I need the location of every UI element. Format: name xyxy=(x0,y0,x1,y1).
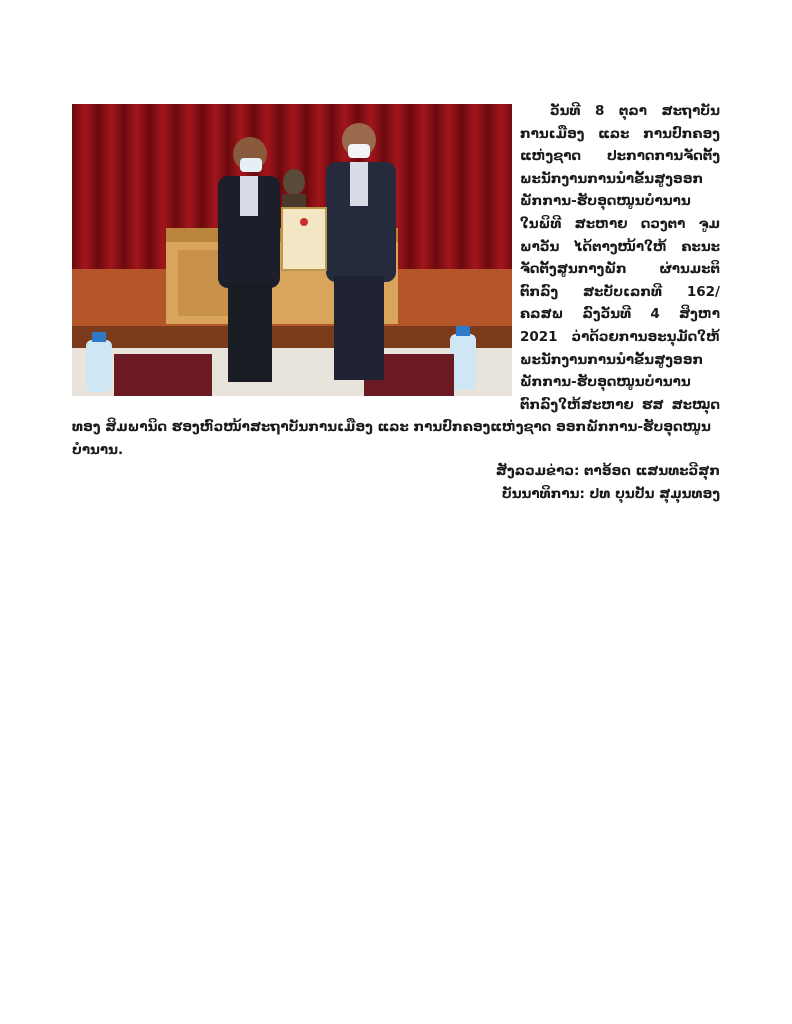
article-line: ຕົກລົງ ສະບັບເລກທີ 162/ xyxy=(520,283,720,300)
article-line: ໃນພິທີ ສະຫາຍ ດວງຕາ ຈູມ xyxy=(520,215,720,232)
article-line: ພະນັກງານການນຳຂັ້ນສູງອອກ xyxy=(520,351,704,368)
article-line: ວັນທີ 8 ຕຸລາ ສະຖາບັນ xyxy=(550,103,720,119)
article-line: ຈັດຕັ້ງສູນກາງພັກ ຜ່ານມະຕິ xyxy=(520,261,720,278)
article-line: 2021 ວ່າດ້ວຍການອະນຸມັດໃຫ້ xyxy=(520,328,720,345)
article-line: ການເມືອງ ແລະ ການປົກຄອງ xyxy=(520,125,720,142)
bust-statue xyxy=(283,169,305,195)
article-line: ແຫ່ງຊາດ ປະກາດການຈັດຕັ້ງ xyxy=(520,148,720,165)
article-line: ພັກການ-ຮັບອຸດໜູນບຳນານ xyxy=(520,193,691,210)
ceremony-photo xyxy=(72,104,512,396)
article-line: ພັກການ-ຮັບອຸດໜູນບຳນານ xyxy=(520,374,691,391)
article-line: ພະນັກງານການນຳຂັ້ນສູງອອກ xyxy=(520,170,704,187)
article-line: ຕົກລົງໃຫ້ສະຫາຍ ຮສ ສະໝຸດ xyxy=(520,396,720,413)
water-bottle-left xyxy=(86,340,112,392)
editor-credit: ບັນນາທິການ: ປທ ບຸນປັນ ສຸມຸນທອງ xyxy=(501,486,720,502)
certificate xyxy=(282,208,326,270)
reporter-credit: ສັງລວມຂ່າວ: ຕາອ້ອດ ແສນທະວີສຸກ xyxy=(495,463,720,479)
article-continuation: ທອງ ສິມພານິດ ຮອງຫົວໜ້າສະຖາບັນການເມືອງ ແລະ ການປົກຄອງແຫ່ງຊາດ ອອກພັກການ-ຮັບອຸດໜູນບຳນານ. xyxy=(72,419,711,458)
article-side-column xyxy=(520,100,720,416)
article-line: ພາວັນ ໄດ້ຕາງໜ້າໃຫ້ ຄະນະ xyxy=(520,238,720,255)
article-line: ຄລສພ ລົງວັນທີ 4 ສິງຫາ xyxy=(520,306,720,323)
article-credits xyxy=(320,460,720,506)
